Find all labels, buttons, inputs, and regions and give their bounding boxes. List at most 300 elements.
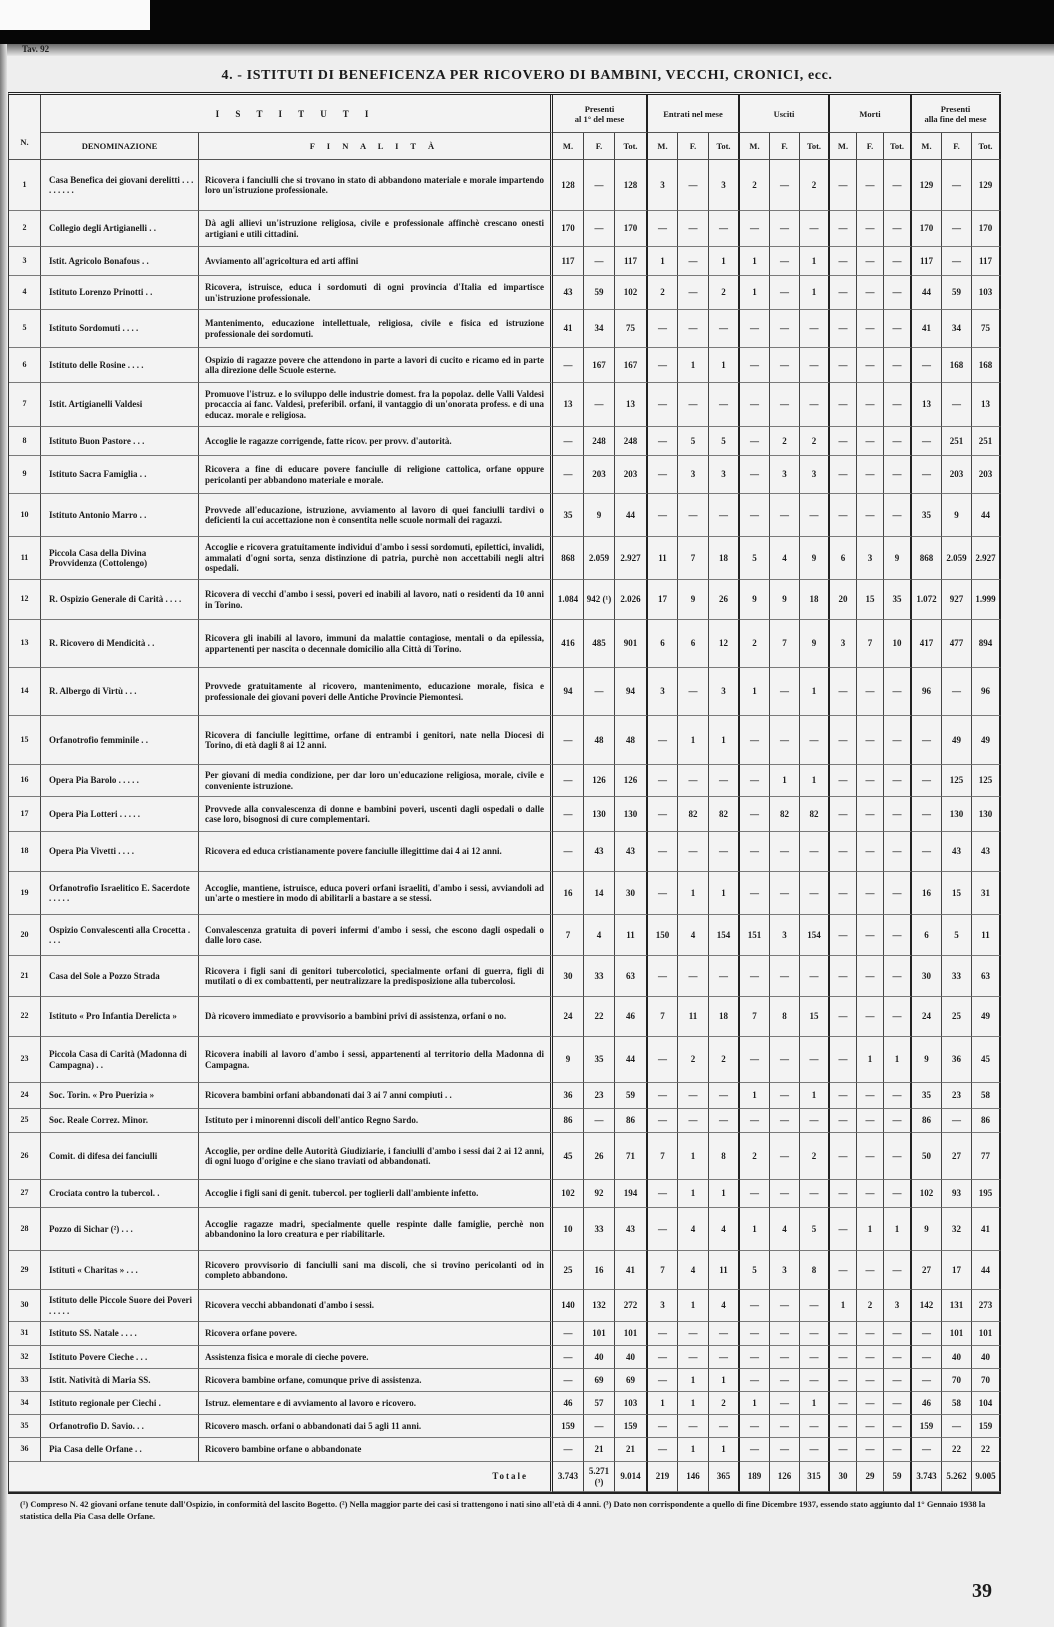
institute-name-text: R. Ricovero di Mendicità . . [49,638,155,649]
presenti-inizio-m-cell [553,620,584,668]
entrati-tot-cell [709,1037,740,1083]
entrati-tot-cell [709,1322,740,1346]
usciti-m-cell [740,1133,770,1180]
morti-m-cell [830,1392,857,1415]
entrati-m-cell [648,1083,678,1109]
presenti-fine-tot-cell [972,620,1001,668]
entrati-m-cell-text: — [658,887,667,898]
presenti-fine-f-cell [942,915,972,956]
usciti-tot-cell [800,1290,830,1322]
presenti-fine-m-cell-text: 159 [919,1420,934,1431]
institute-name [41,1133,199,1180]
usciti-tot-cell-text: — [809,1115,819,1126]
presenti-fine-m-cell [912,383,942,427]
presenti-fine-f-cell [942,832,972,872]
presenti-fine-tot-cell [972,1180,1001,1208]
morti-tot-cell-text: — [892,929,902,940]
presenti-inizio-tot-cell [615,668,648,716]
usciti-f-cell [770,620,800,668]
morti-m-cell-text: — [838,1115,848,1126]
institute-name [41,1290,199,1322]
usciti-f-cell-text: 4 [782,552,787,563]
presenti-fine-m-cell-text: 96 [922,686,931,697]
usciti-tot-cell [800,1109,830,1133]
morti-f-cell [857,160,884,211]
entrati-f-cell [678,1369,709,1392]
presenti-fine-f-cell-text: 25 [952,1011,961,1022]
presenti-fine-tot-cell [972,915,1001,956]
morti-f-cell [857,620,884,668]
institute-purpose-text: Ricovera a fine di educare povere fanciulle di religione cattolica, orfane oppure pericolanti per abbandono materiale e morale. [205,464,544,485]
presenti-fine-m-cell [912,247,942,276]
morti-f-cell [857,1208,884,1251]
institute-name-text: Orfanotrofio femminile . . [49,734,149,745]
institute-purpose-text: Accoglie, per ordine delle Autorità Giudiziarie, i fanciulli d'ambo i sessi dai 2 ai 12 anni, di ogni luogo d'origine e che siano traviati od abbandonati. [205,1145,544,1166]
usciti-tot-cell-text: 18 [809,594,819,605]
presenti-inizio-tot-cell [615,1133,648,1180]
institute-purpose-text: Accoglie, mantiene, istruisce, educa poveri orfani israeliti, d'ambo i sessi, avviandoli ad un'arte o mestiere in modo di abilitarli a bastare a se stessi. [205,882,544,903]
presenti-inizio-m-cell [553,956,584,997]
presenti-fine-tot-cell [972,580,1001,620]
morti-f-cell [857,1322,884,1346]
entrati-m-cell [648,211,678,247]
morti-f-cell [857,427,884,456]
entrati-f-cell [678,668,709,716]
usciti-f-cell-text: 82 [780,808,789,819]
presenti-fine-f-cell-text: 22 [952,1444,961,1455]
presenti-fine-tot-cell [972,456,1001,494]
usciti-tot-cell-text: 1 [811,775,817,786]
usciti-tot-cell-text: — [809,323,819,334]
morti-m-cell [830,797,857,832]
morti-m-cell [830,276,857,310]
presenti-inizio-tot-cell-text: 2.026 [620,594,641,605]
usciti-f-cell [770,668,800,716]
page-number: 39 [972,1580,992,1602]
presenti-inizio-m-cell [553,580,584,620]
entrati-f-cell-text: 1 [690,1397,696,1408]
presenti-fine-tot-cell-text: 45 [981,1054,990,1065]
usciti-f-cell [770,348,800,383]
presenti-inizio-tot-cell-text: 159 [623,1420,638,1431]
morti-m-cell [830,494,857,537]
row-number-text: 7 [22,399,27,409]
presenti-fine-tot-cell [972,494,1001,537]
morti-m-cell [830,580,857,620]
usciti-f-cell-text: 7 [782,638,787,649]
usciti-f-cell-text: — [780,846,789,857]
presenti-fine-f-cell-text: 131 [949,1300,964,1311]
morti-f-cell-text: — [865,1374,875,1385]
presenti-fine-tot-cell-text: 22 [981,1444,990,1455]
presenti-inizio-f-cell [584,620,615,668]
entrati-f-cell [678,1415,709,1438]
row-number [9,1346,41,1369]
institute-purpose [199,580,553,620]
usciti-f-cell [770,310,800,348]
entrati-m-cell-text: — [658,1328,667,1339]
presenti-fine-m-cell [912,1322,942,1346]
presenti-fine-m-cell [912,716,942,765]
presenti-fine-tot-cell [972,1083,1001,1109]
institute-purpose-text: Dà agli allievi un'istruzione religiosa, civile e professionale affinchè crescano onesti artigiani e utili cittadini. [205,218,544,239]
morti-f-cell-text: — [865,808,875,819]
presenti-fine-tot-cell [972,716,1001,765]
total-presenti-fine-m [912,1462,942,1492]
presenti-fine-m-cell-text: 35 [922,1090,931,1101]
row-number [9,997,41,1037]
institute-purpose-text: Ricovera gli inabili al lavoro, immuni da malattie contagiose, mentali o da epilessia, appartenenti per nascita o decennale domicilio alla Città di Torino. [205,633,544,654]
morti-tot-cell [884,1208,912,1251]
morti-tot-cell [884,211,912,247]
presenti-fine-m-cell [912,160,942,211]
entrati-f-cell [678,276,709,310]
usciti-tot-cell-text: — [809,887,819,898]
institute-purpose-text: Ricovero provvisorio di fanciulli sani ma discoli, che si trovino pericolanti od in completo abbandono. [205,1259,544,1280]
entrati-m-cell [648,1346,678,1369]
presenti-fine-m-cell [912,997,942,1037]
presenti-fine-f-cell [942,1346,972,1369]
presenti-fine-tot-cell [972,1438,1001,1462]
entrati-f-cell [678,1208,709,1251]
usciti-tot-cell-text: 1 [811,255,817,266]
institute-purpose-text: Accoglie i figli sani di genit. tubercol. per toglierli dall'ambiente infetto. [205,1188,479,1199]
presenti-fine-m-cell-text: 50 [922,1150,931,1161]
entrati-tot-cell-text: 154 [716,929,731,940]
presenti-fine-f-cell [942,620,972,668]
usciti-tot-cell [800,1392,830,1415]
usciti-tot-cell [800,1438,830,1462]
morti-m-cell-text: — [838,970,848,981]
usciti-m-cell [740,1438,770,1462]
header-sub-tot: Tot. [972,133,1001,160]
presenti-inizio-m-cell [553,797,584,832]
morti-f-cell [857,1392,884,1415]
usciti-m-cell-text: — [750,359,759,370]
presenti-fine-tot-cell-text: 101 [978,1328,993,1339]
presenti-inizio-tot-cell [615,494,648,537]
presenti-inizio-f-cell [584,427,615,456]
usciti-m-cell-text: 1 [752,1397,757,1408]
entrati-tot-cell-text: 1 [721,1374,726,1385]
usciti-m-cell-text: — [750,808,759,819]
morti-tot-cell-text: — [892,970,902,981]
presenti-inizio-m-cell [553,1037,584,1083]
morti-f-cell-text: — [865,929,875,940]
presenti-inizio-f-cell-text: 48 [594,734,604,745]
presenti-fine-tot-cell [972,1415,1001,1438]
entrati-tot-cell [709,956,740,997]
presenti-inizio-tot-cell-text: 41 [626,1264,635,1275]
row-number [9,668,41,716]
usciti-f-cell [770,427,800,456]
morti-tot-cell-text: — [892,323,902,334]
entrati-f-cell-text: — [688,775,698,786]
presenti-inizio-f-cell [584,247,615,276]
entrati-tot-cell-text: 5 [721,435,726,446]
presenti-inizio-tot-cell-text: 248 [623,435,638,446]
institute-purpose-text: Ricovera orfane povere. [205,1328,298,1339]
presenti-inizio-m-cell [553,160,584,211]
morti-tot-cell-text: — [892,1150,902,1161]
row-number-text: 2 [22,223,27,233]
presenti-inizio-f-cell [584,383,615,427]
morti-m-cell-text: — [838,287,848,298]
presenti-fine-m-cell-text: 868 [919,552,934,563]
presenti-inizio-m-cell-text: — [563,435,573,446]
usciti-tot-cell-text: 82 [809,808,819,819]
usciti-tot-cell [800,1037,830,1083]
usciti-tot-cell-text: — [809,223,819,234]
entrati-m-cell [648,494,678,537]
presenti-fine-m-cell-text: 417 [919,638,934,649]
usciti-f-cell [770,1133,800,1180]
institute-name [41,997,199,1037]
usciti-tot-cell [800,1369,830,1392]
total-label [9,1462,553,1492]
entrati-f-cell-text: — [688,1328,698,1339]
usciti-f-cell-text: — [780,287,789,298]
presenti-inizio-tot-cell-text: 75 [626,323,635,334]
presenti-fine-f-cell-text: 9 [954,509,959,520]
presenti-fine-tot-cell-text: 168 [978,359,993,370]
entrati-m-cell [648,1109,678,1133]
entrati-tot-cell [709,1208,740,1251]
usciti-tot-cell [800,1251,830,1290]
presenti-fine-f-cell [942,872,972,915]
entrati-m-cell [648,310,678,348]
morti-f-cell-text: — [865,1150,875,1161]
entrati-f-cell-text: 11 [688,1011,698,1022]
presenti-inizio-m-cell [553,997,584,1037]
morti-f-cell [857,1180,884,1208]
presenti-inizio-f-cell [584,956,615,997]
entrati-m-cell [648,276,678,310]
presenti-inizio-f-cell [584,160,615,211]
presenti-inizio-m-cell-text: 128 [561,179,575,190]
presenti-inizio-f-cell-text: 23 [594,1090,604,1101]
header-finalita: F I N A L I T À [199,133,553,160]
usciti-f-cell [770,872,800,915]
entrati-m-cell-text: 3 [660,179,665,190]
presenti-inizio-m-cell-text: 36 [563,1090,573,1101]
header-group-morti [830,95,912,133]
institute-name-text: Istituto Sacra Famiglia . . [49,469,147,480]
usciti-f-cell [770,1369,800,1392]
presenti-fine-f-cell-text: 70 [952,1374,961,1385]
institute-name [41,383,199,427]
usciti-m-cell [740,348,770,383]
usciti-tot-cell [800,310,830,348]
usciti-f-cell [770,211,800,247]
morti-tot-cell-text: — [892,887,902,898]
usciti-f-cell [770,383,800,427]
morti-tot-cell-text: — [892,1351,902,1362]
morti-f-cell [857,1109,884,1133]
presenti-inizio-m-cell-text: 868 [561,552,575,563]
entrati-tot-cell [709,456,740,494]
usciti-m-cell [740,1415,770,1438]
usciti-m-cell-text: 1 [752,287,757,298]
institute-name-text: Casa del Sole a Pozzo Strada [49,970,160,981]
presenti-inizio-f-cell [584,537,615,580]
morti-f-cell [857,765,884,797]
usciti-f-cell [770,997,800,1037]
morti-f-cell [857,1133,884,1180]
total-presenti-inizio-f-text: 5.271 (³) [588,1466,610,1487]
entrati-tot-cell [709,997,740,1037]
usciti-f-cell [770,580,800,620]
header-sub-m: M. [553,133,584,160]
presenti-inizio-tot-cell-text: 102 [623,287,638,298]
total-usciti-f-text: 126 [777,1471,792,1482]
presenti-inizio-tot-cell [615,427,648,456]
row-number [9,1208,41,1251]
entrati-tot-cell [709,1133,740,1180]
presenti-inizio-f-cell-text: 16 [594,1264,604,1275]
entrati-f-cell-text: — [688,287,698,298]
morti-m-cell-text: — [838,1397,848,1408]
presenti-fine-m-cell-text: 41 [922,323,931,334]
presenti-fine-f-cell-text: 168 [949,359,964,370]
presenti-inizio-f-cell-text: 92 [594,1188,604,1199]
presenti-inizio-tot-cell-text: 901 [623,638,638,649]
presenti-inizio-tot-cell-text: 71 [626,1150,635,1161]
morti-tot-cell [884,1438,912,1462]
usciti-tot-cell [800,668,830,716]
morti-m-cell [830,247,857,276]
total-presenti-fine-m-text: 3.743 [916,1471,937,1482]
presenti-inizio-tot-cell-text: 48 [626,734,635,745]
usciti-tot-cell-text: — [809,970,819,981]
entrati-f-cell-text: 82 [688,808,698,819]
morti-f-cell [857,310,884,348]
usciti-m-cell [740,247,770,276]
presenti-fine-f-cell [942,956,972,997]
usciti-f-cell [770,1322,800,1346]
institute-name-text: R. Ospizio Generale di Carità . . . . [49,594,182,605]
presenti-inizio-m-cell [553,1180,584,1208]
morti-m-cell [830,915,857,956]
presenti-inizio-tot-cell [615,1346,648,1369]
institute-purpose [199,872,553,915]
usciti-tot-cell [800,537,830,580]
entrati-tot-cell-text: 2 [721,1397,726,1408]
usciti-f-cell-text: — [780,359,789,370]
morti-f-cell [857,348,884,383]
morti-tot-cell [884,383,912,427]
row-number-text: 4 [22,287,27,297]
usciti-m-cell [740,765,770,797]
presenti-inizio-f-cell-text: 21 [594,1444,604,1455]
morti-tot-cell [884,872,912,915]
total-presenti-inizio-f [584,1462,615,1492]
presenti-inizio-tot-cell [615,247,648,276]
institute-purpose [199,456,553,494]
entrati-tot-cell [709,1251,740,1290]
presenti-fine-f-cell-text: 477 [949,638,964,649]
presenti-fine-tot-cell [972,1109,1001,1133]
morti-tot-cell-text: 3 [894,1300,900,1311]
presenti-inizio-f-cell [584,1369,615,1392]
usciti-tot-cell [800,276,830,310]
presenti-inizio-tot-cell [615,832,648,872]
presenti-fine-f-cell [942,1392,972,1415]
institute-purpose [199,247,553,276]
total-usciti-tot [800,1462,830,1492]
presenti-inizio-m-cell-text: — [563,1328,573,1339]
institute-name-text: Pia Casa delle Orfane . . [49,1444,142,1455]
usciti-tot-cell-text: 3 [811,469,817,480]
presenti-inizio-m-cell [553,1083,584,1109]
entrati-m-cell-text: — [658,1374,667,1385]
row-number [9,765,41,797]
entrati-m-cell [648,1208,678,1251]
usciti-m-cell [740,956,770,997]
usciti-tot-cell-text: — [809,1054,819,1065]
usciti-m-cell-text: 5 [752,1264,757,1275]
presenti-inizio-tot-cell-text: 130 [623,808,638,819]
presenti-inizio-m-cell [553,1392,584,1415]
entrati-m-cell [648,580,678,620]
morti-m-cell-text: — [838,179,848,190]
entrati-tot-cell [709,668,740,716]
row-number-text: 10 [20,509,29,519]
usciti-tot-cell [800,580,830,620]
morti-m-cell [830,310,857,348]
morti-m-cell-text: — [838,1150,848,1161]
usciti-f-cell [770,1083,800,1109]
morti-f-cell [857,1369,884,1392]
morti-f-cell [857,211,884,247]
entrati-tot-cell [709,765,740,797]
presenti-fine-m-cell [912,1083,942,1109]
entrati-tot-cell-text: 18 [719,552,728,563]
entrati-m-cell-text: — [658,469,667,480]
header-group-entrati [648,95,740,133]
usciti-m-cell-text: 7 [752,1011,757,1022]
presenti-fine-tot-cell-text: 170 [978,223,993,234]
institute-purpose [199,956,553,997]
row-number [9,1083,41,1109]
row-number [9,956,41,997]
row-number-text: 17 [20,808,29,818]
presenti-fine-f-cell-text: 15 [952,887,961,898]
usciti-tot-cell-text: 8 [811,1264,817,1275]
entrati-tot-cell-text: — [719,223,728,234]
entrati-tot-cell [709,427,740,456]
presenti-inizio-f-cell [584,668,615,716]
institute-name-text: Istituto SS. Natale . . . . [49,1328,137,1339]
presenti-fine-m-cell-text: — [922,846,931,857]
usciti-m-cell [740,1369,770,1392]
presenti-inizio-f-cell [584,276,615,310]
morti-m-cell-text: — [838,359,848,370]
institute-name [41,620,199,668]
presenti-fine-tot-cell-text: 40 [981,1351,990,1362]
entrati-f-cell-text: — [688,686,698,697]
total-presenti-fine-tot [972,1462,1001,1492]
morti-f-cell-text: — [865,179,875,190]
presenti-fine-m-cell [912,1180,942,1208]
institute-name [41,668,199,716]
presenti-fine-m-cell [912,1369,942,1392]
usciti-tot-cell [800,915,830,956]
presenti-fine-f-cell-text: 101 [949,1328,964,1339]
usciti-m-cell [740,1180,770,1208]
entrati-tot-cell-text: 26 [719,594,728,605]
presenti-inizio-m-cell-text: 416 [561,638,575,649]
